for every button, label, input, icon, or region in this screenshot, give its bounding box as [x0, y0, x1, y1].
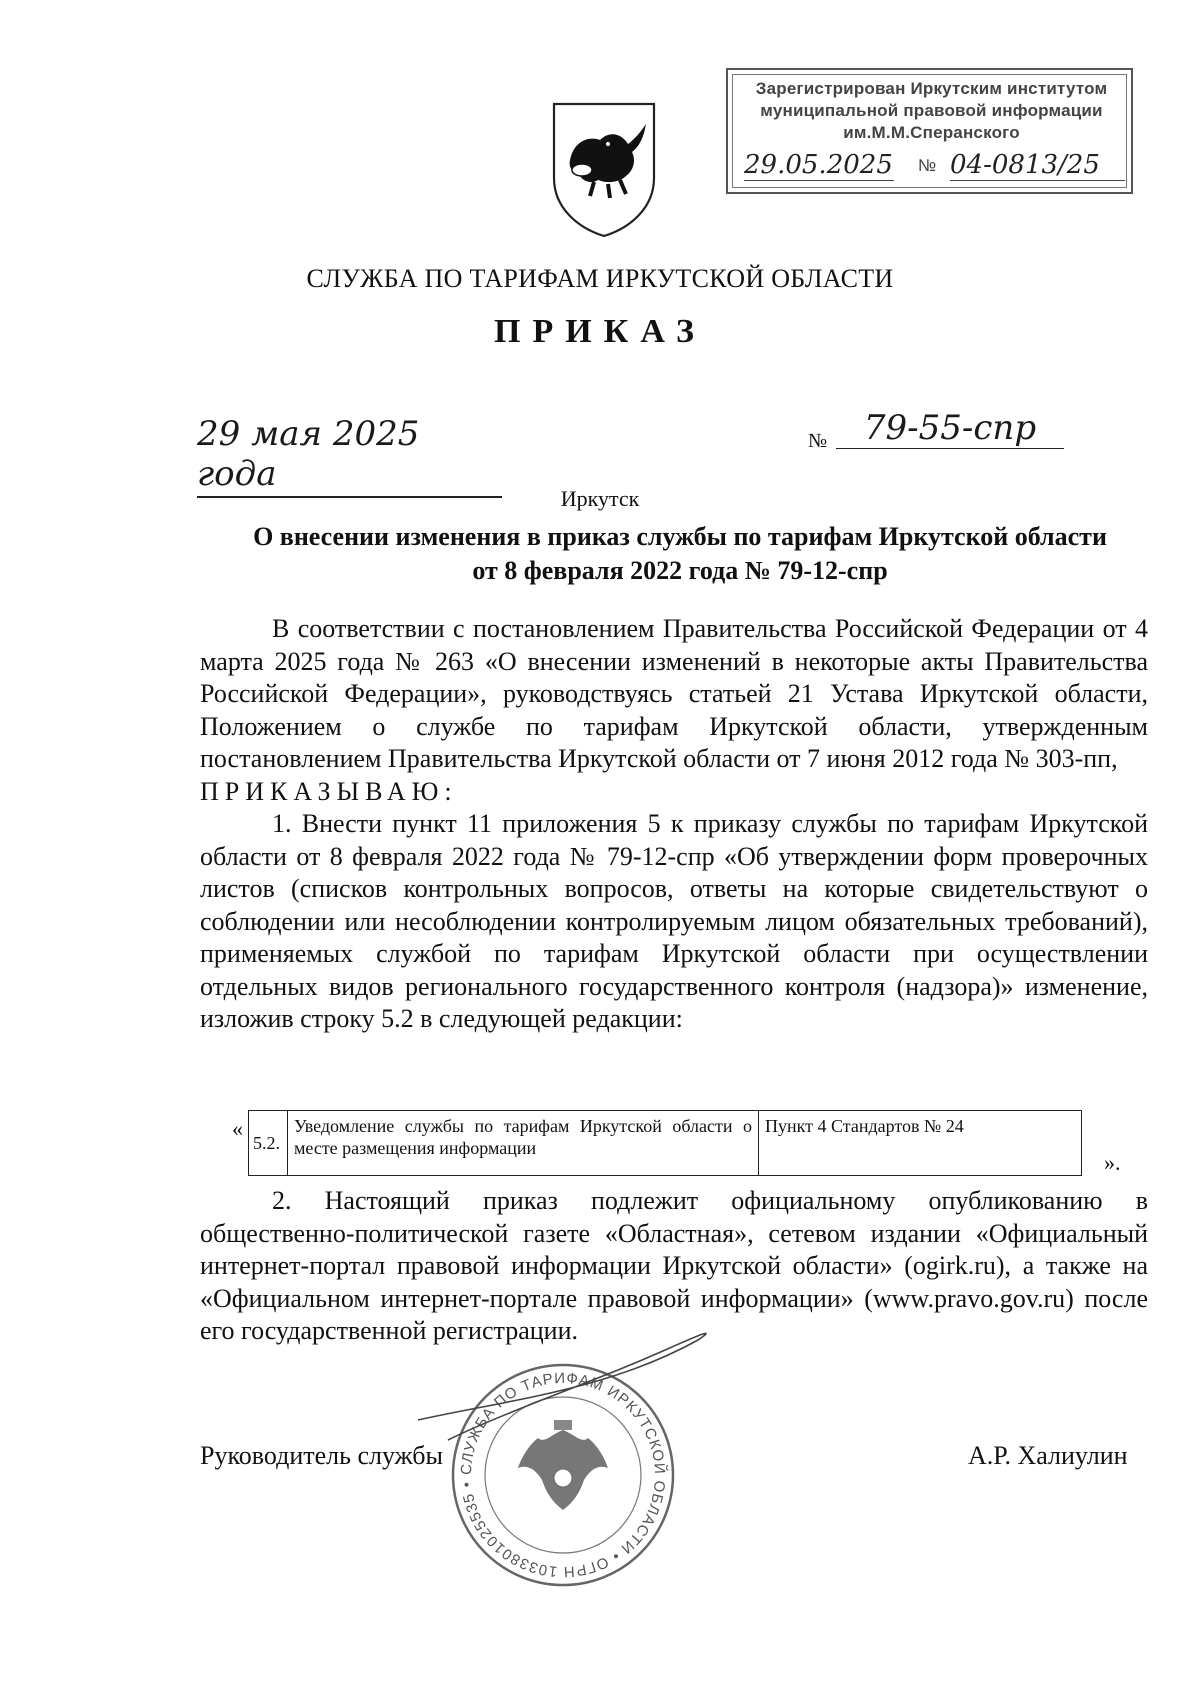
registration-stamp-line-2: муниципальной правовой информации	[760, 101, 1103, 120]
body-item-2	[200, 1185, 1148, 1348]
irkutsk-coat-of-arms-icon	[548, 100, 660, 240]
document-number: 79-55-спр	[836, 408, 1064, 449]
signatory-role: Руководитель службы	[200, 1441, 443, 1470]
document-type: ПРИКАЗ	[494, 313, 706, 350]
organization-name: СЛУЖБА ПО ТАРИФАМ ИРКУТСКОЙ ОБЛАСТИ	[306, 264, 894, 293]
table-quote-open: «	[232, 1116, 243, 1141]
registration-number: 04-0813/25	[950, 150, 1125, 181]
table-row	[249, 1111, 1145, 1176]
city: Иркутск	[560, 486, 640, 511]
document-title	[200, 520, 1160, 588]
registration-number-label: №	[918, 156, 937, 175]
registration-stamp-line-3: им.М.М.Сперанского	[843, 123, 1020, 142]
item-2-paragraph: 2. Настоящий приказ подлежит официальному опубликованию в общественно-политической газете «Областная», сетевом издании «Официальный интернет-портал правовой информации Иркутской области» (ogirk.ru), а также на «Официальном интернет-портале правовой информации» (www.pravo.gov.ru) после его государственной регистрации.	[200, 1186, 1148, 1345]
russian-eagle-seal-icon	[518, 1420, 608, 1510]
registration-stamp-line-1: Зарегистрирован Иркутским институтом	[755, 79, 1108, 98]
document-date: 29 мая 2025 года	[197, 414, 502, 498]
item-1-paragraph: 1. Внести пункт 11 приложения 5 к приказу службы по тарифам Иркутской области от 8 февраля 2022 года № 79-12-спр «Об утверждении форм проверочных листов (списков контрольных вопросов, ответы на которые свидетельствуют о соблюдении или несоблюдении контролируемым лицом обязательных требований), применяемых службой по тарифам Иркутской области при осуществлении отдельных видов регионального государственного контроля (надзора)» изменение, изложив строку 5.2 в следующей редакции:	[200, 809, 1148, 1033]
row-question: Уведомление службы по тарифам Иркутской области о месте размещения информации	[288, 1111, 759, 1176]
row-number: 5.2.	[249, 1111, 288, 1176]
registration-stamp	[726, 68, 1133, 194]
registration-date: 29.05.2025	[744, 150, 893, 180]
signatory-name: А.Р. Халиулин	[968, 1441, 1128, 1470]
table-quote-close: ».	[1104, 1150, 1121, 1175]
body-main	[200, 613, 1148, 1036]
amendment-table	[248, 1110, 1144, 1176]
seal-ring-text: СЛУЖБА ПО ТАРИФАМ ИРКУТСКОЙ ОБЛАСТИ • ОГРН 1033801025535 •	[457, 1369, 669, 1581]
document-title-line-1: О внесении изменения в приказ службы по тарифам Иркутской области	[253, 522, 1107, 551]
order-word: ПРИКАЗЫВАЮ:	[200, 776, 458, 806]
row-reference: Пункт 4 Стандартов № 24	[759, 1111, 1082, 1176]
official-seal	[448, 1360, 678, 1590]
document-number-label: №	[808, 430, 828, 452]
preamble-paragraph: В соответствии с постановлением Правительства Российской Федерации от 4 марта 2025 года № 263 «О внесении изменений в некоторые акты Правительства Российской Федерации», руководствуясь статьей 21 Устава Иркутской области, Положением о службе по тарифам Иркутской области, утвержденным постановлением Правительства Иркутской области от 7 июня 2012 года № 303-пп,	[200, 614, 1148, 773]
document-title-line-2: от 8 февраля 2022 года № 79-12-спр	[472, 556, 888, 585]
